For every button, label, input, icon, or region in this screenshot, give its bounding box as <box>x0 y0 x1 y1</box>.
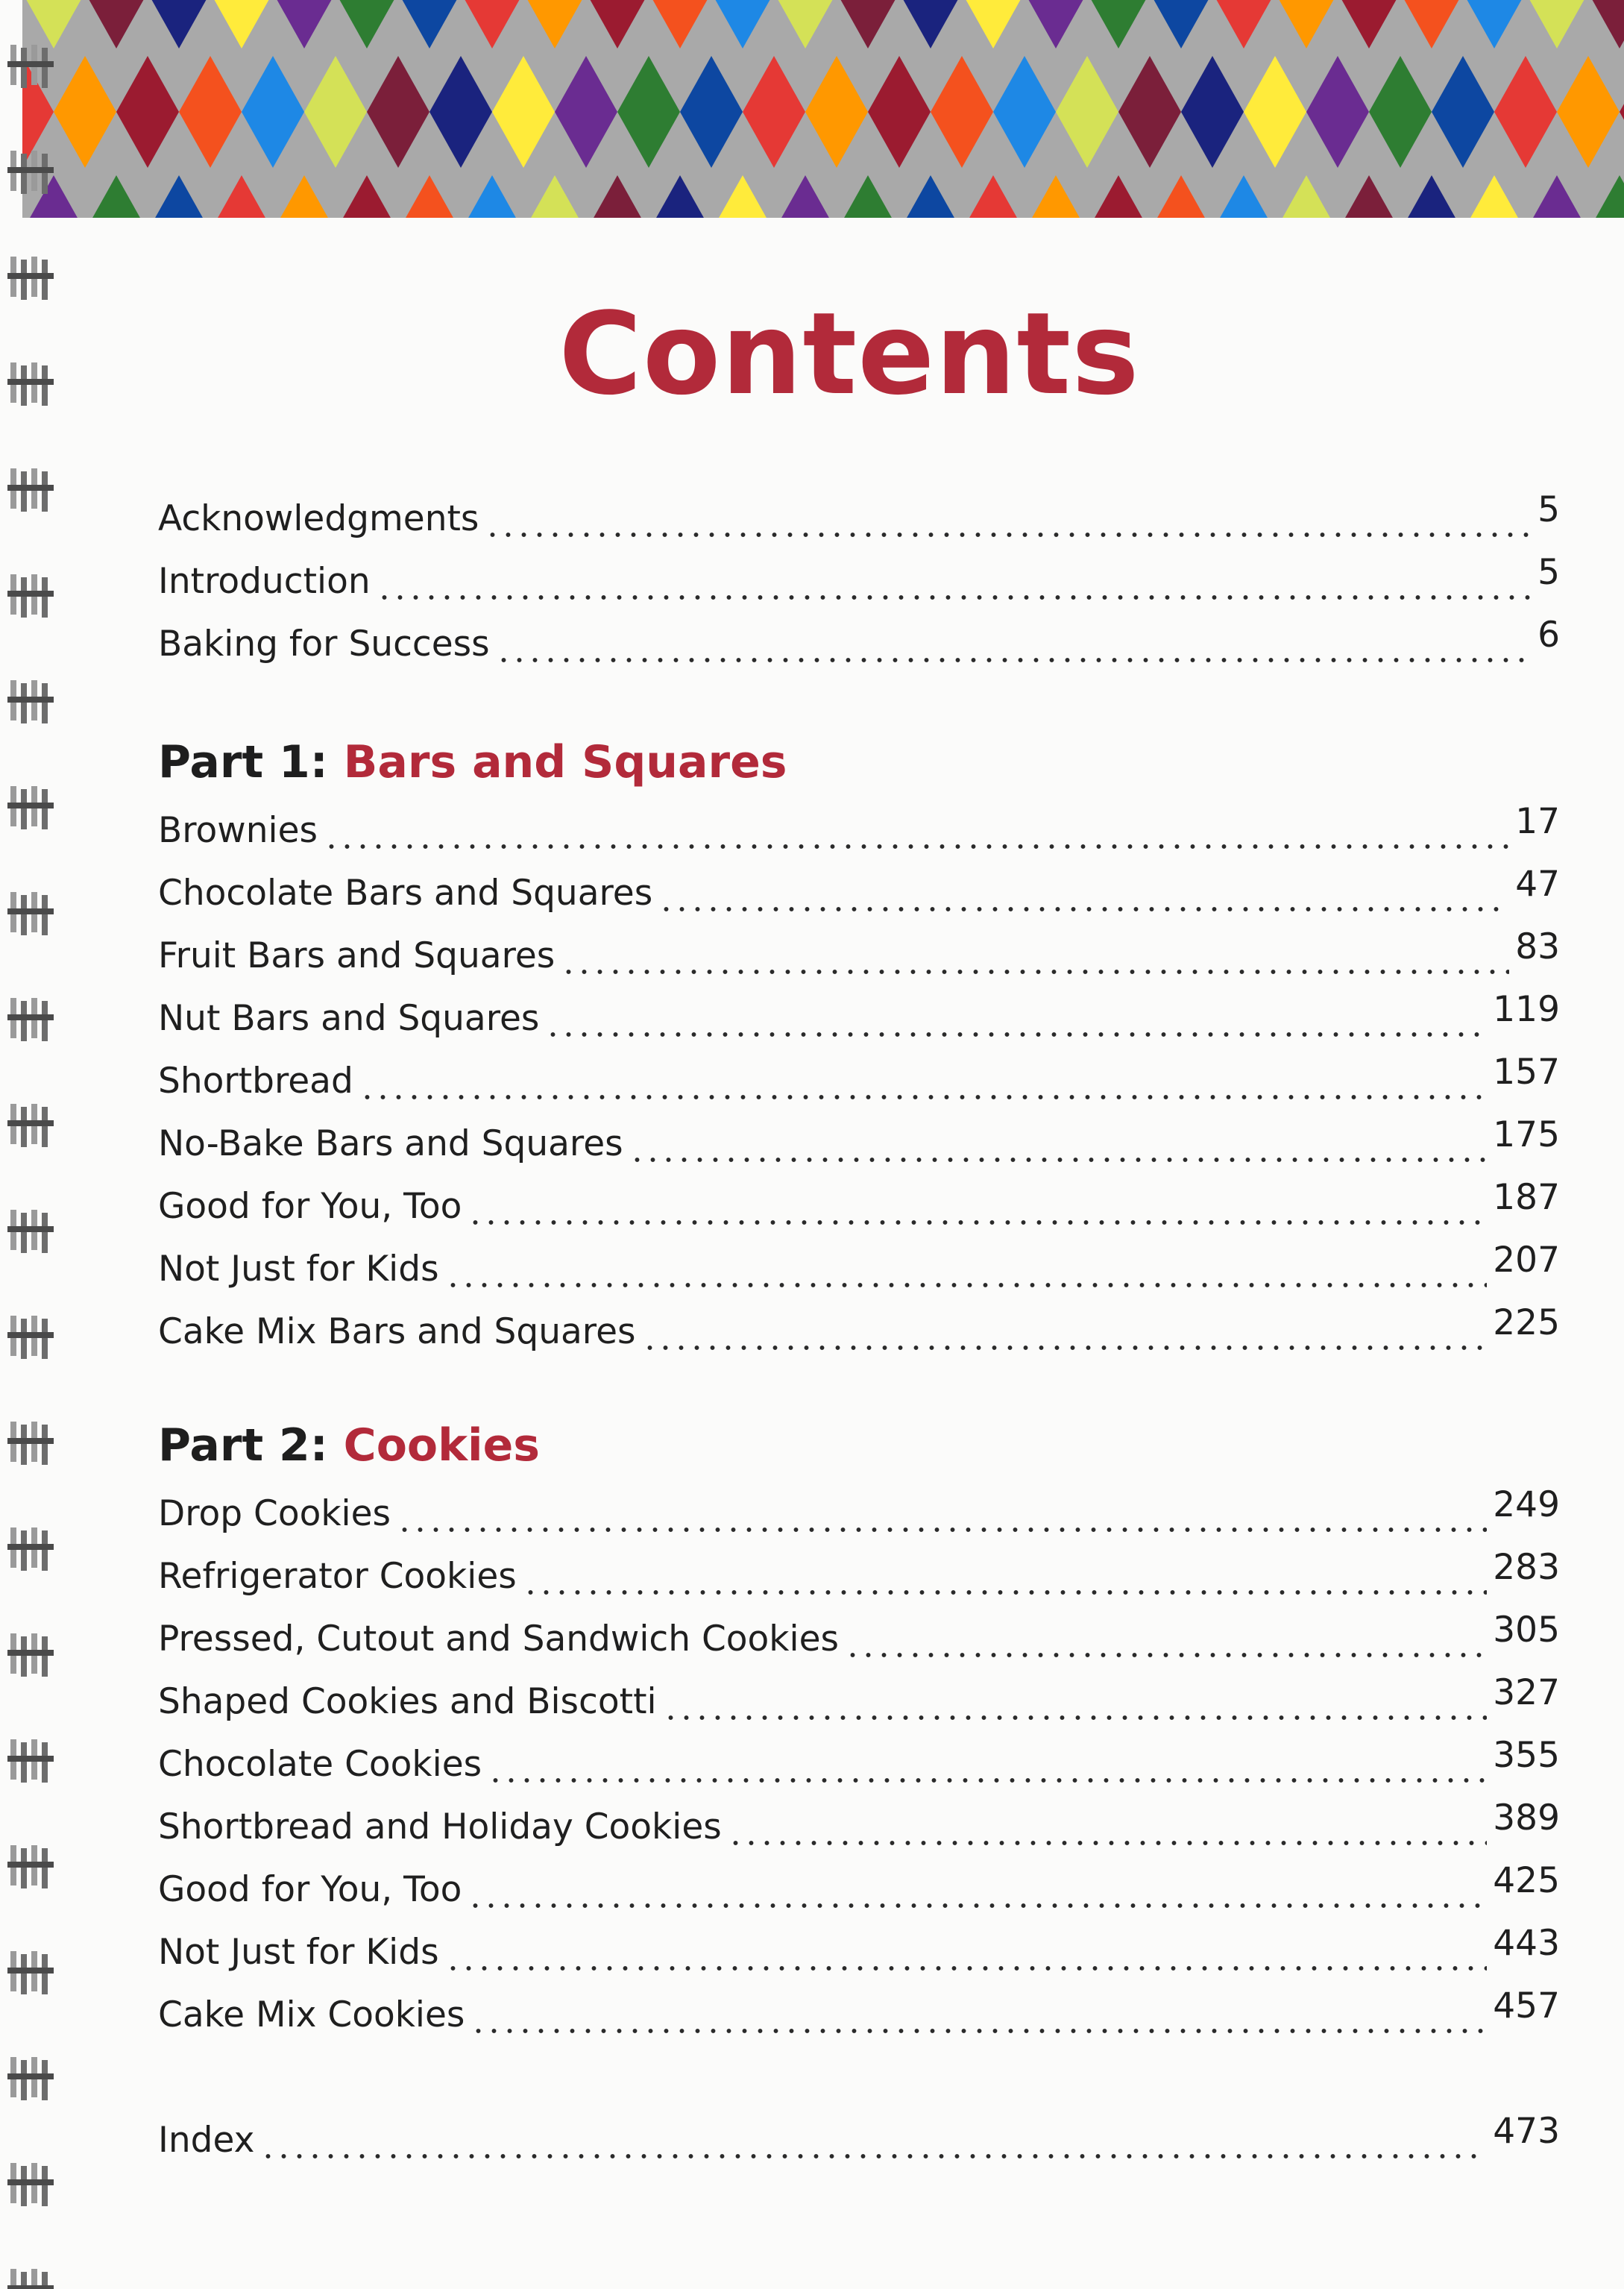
toc-entry-baking-for-success[interactable] <box>158 604 1560 667</box>
part-name: Bars and Squares <box>343 736 787 788</box>
toc-page-number: 207 <box>1493 1240 1560 1281</box>
toc-entry-label: Shortbread <box>158 1061 353 1102</box>
binding-coil <box>7 998 54 1041</box>
toc-entry-label: Not Just for Kids <box>158 1249 439 1290</box>
toc-page-number: 83 <box>1515 926 1560 967</box>
toc-page-number: 157 <box>1493 1052 1560 1093</box>
toc-page-number: 187 <box>1493 1177 1560 1218</box>
toc-page-number: 355 <box>1493 1735 1560 1776</box>
toc-entry[interactable] <box>158 1474 1560 1536</box>
toc-entry[interactable] <box>158 1167 1560 1229</box>
toc-page-number: 119 <box>1493 989 1560 1030</box>
toc-entry-label: Shaped Cookies and Biscotti <box>158 1681 657 1722</box>
dot-leader <box>468 1868 1487 1912</box>
toc-page-number: 283 <box>1493 1547 1560 1588</box>
toc-entry-label: No-Bake Bars and Squares <box>158 1123 623 1164</box>
toc-page-number: 5 <box>1538 552 1560 593</box>
toc-page-number: 473 <box>1493 2111 1560 2152</box>
toc-page-number: 443 <box>1493 1923 1560 1964</box>
toc-page-number: 457 <box>1493 1985 1560 2026</box>
page-title: Contents <box>558 288 1140 420</box>
toc-entry[interactable] <box>158 1104 1560 1167</box>
toc-page-number: 327 <box>1493 1672 1560 1713</box>
binding-coil <box>7 1210 54 1253</box>
toc-entry-label: Fruit Bars and Squares <box>158 935 556 976</box>
dot-leader <box>629 1122 1488 1167</box>
part-prefix: Part 2: <box>158 1419 328 1472</box>
dot-leader <box>397 1492 1487 1536</box>
toc-entry[interactable] <box>158 1662 1560 1724</box>
dot-leader <box>663 1680 1488 1724</box>
toc-entry[interactable] <box>158 1850 1560 1912</box>
toc-entry-label: Not Just for Kids <box>158 1932 439 1973</box>
harlequin-pattern <box>22 0 1624 224</box>
binding-coil <box>7 1739 54 1783</box>
toc-entry[interactable] <box>158 1724 1560 1787</box>
toc-entry-label: Baking for Success <box>158 624 490 665</box>
toc-page-number: 249 <box>1493 1484 1560 1525</box>
toc-entry-label: Acknowledgments <box>158 498 479 539</box>
binding-coil <box>7 2163 54 2206</box>
toc-entry-label: Good for You, Too <box>158 1186 462 1227</box>
binding-coil <box>7 45 54 88</box>
toc-page-number: 305 <box>1493 1610 1560 1651</box>
dot-leader <box>545 996 1487 1041</box>
toc-entry[interactable] <box>158 1912 1560 1975</box>
toc-page-number: 425 <box>1493 1860 1560 1901</box>
toc-entry-label: Introduction <box>158 561 371 602</box>
toc-page-number: 17 <box>1515 801 1560 842</box>
toc-entry-label: Shortbread and Holiday Cookies <box>158 1806 722 1847</box>
toc-entry[interactable] <box>158 916 1560 979</box>
binding-coil <box>7 892 54 935</box>
toc-entry[interactable] <box>158 1292 1560 1354</box>
dot-leader <box>377 559 1532 604</box>
toc-page-number: 47 <box>1515 864 1560 905</box>
part-prefix: Part 1: <box>158 736 328 788</box>
dot-leader <box>445 1930 1488 1975</box>
toc-entry[interactable] <box>158 1041 1560 1104</box>
part-2-heading <box>158 1416 540 1475</box>
toc-entry-label: Cake Mix Cookies <box>158 1994 465 2035</box>
part-1-heading <box>158 732 787 792</box>
binding-coil <box>7 151 54 194</box>
toc-page-number: 225 <box>1493 1302 1560 1343</box>
binding-coil <box>7 574 54 618</box>
dot-leader <box>642 1310 1488 1354</box>
toc-entry-label: Cake Mix Bars and Squares <box>158 1311 636 1352</box>
dot-leader <box>658 871 1509 916</box>
dot-leader <box>470 1993 1487 2038</box>
dot-leader <box>324 808 1509 853</box>
dot-leader <box>445 1247 1488 1292</box>
toc-entry-index[interactable] <box>158 2100 1560 2163</box>
toc-entry-label: Brownies <box>158 810 318 851</box>
toc-page-number: 389 <box>1493 1797 1560 1839</box>
binding-coil <box>7 2057 54 2100</box>
toc-entry-label: Nut Bars and Squares <box>158 998 540 1039</box>
dot-leader <box>561 934 1509 979</box>
dot-leader <box>845 1617 1487 1662</box>
part-name: Cookies <box>343 1419 541 1472</box>
toc-page-number: 175 <box>1493 1114 1560 1155</box>
binding-coil <box>7 1845 54 1888</box>
toc-entry[interactable] <box>158 1975 1560 2038</box>
binding-coil <box>7 1104 54 1147</box>
toc-entry-label: Chocolate Cookies <box>158 1744 482 1785</box>
dot-leader <box>468 1184 1487 1229</box>
toc-entry[interactable] <box>158 1229 1560 1292</box>
binding-coil <box>7 1527 54 1571</box>
binding-coil <box>7 1422 54 1465</box>
toc-entry-introduction[interactable] <box>158 541 1560 604</box>
binding-coil <box>7 2269 54 2289</box>
toc-entry[interactable] <box>158 1787 1560 1850</box>
dot-leader <box>523 1554 1488 1599</box>
dot-leader <box>260 2118 1487 2163</box>
toc-entry[interactable] <box>158 791 1560 853</box>
toc-entry-label: Index <box>158 2120 255 2161</box>
toc-entry-label: Good for You, Too <box>158 1869 462 1910</box>
toc-entry[interactable] <box>158 853 1560 916</box>
binding-coil <box>7 786 54 829</box>
dot-leader <box>485 497 1532 541</box>
binding-coil <box>7 680 54 723</box>
toc-entry-label: Drop Cookies <box>158 1493 391 1534</box>
dot-leader <box>728 1805 1488 1850</box>
binding-coil <box>7 1951 54 1994</box>
toc-entry-acknowledgments[interactable] <box>158 479 1560 541</box>
binding-coil <box>7 1316 54 1359</box>
toc-entry-label: Chocolate Bars and Squares <box>158 873 653 914</box>
harlequin-banner-icon <box>22 0 1624 224</box>
banner-edge <box>22 218 1624 224</box>
toc-entry-label: Pressed, Cutout and Sandwich Cookies <box>158 1618 839 1660</box>
toc-entry[interactable] <box>158 979 1560 1041</box>
dot-leader <box>359 1059 1487 1104</box>
dot-leader <box>496 622 1532 667</box>
dot-leader <box>488 1742 1487 1787</box>
toc-entry[interactable] <box>158 1599 1560 1662</box>
toc-entry-label: Refrigerator Cookies <box>158 1556 517 1597</box>
binding-coil <box>7 1633 54 1677</box>
toc-entry[interactable] <box>158 1536 1560 1599</box>
toc-page-number: 6 <box>1538 615 1560 656</box>
toc-page-number: 5 <box>1538 489 1560 530</box>
binding-coil <box>7 468 54 512</box>
